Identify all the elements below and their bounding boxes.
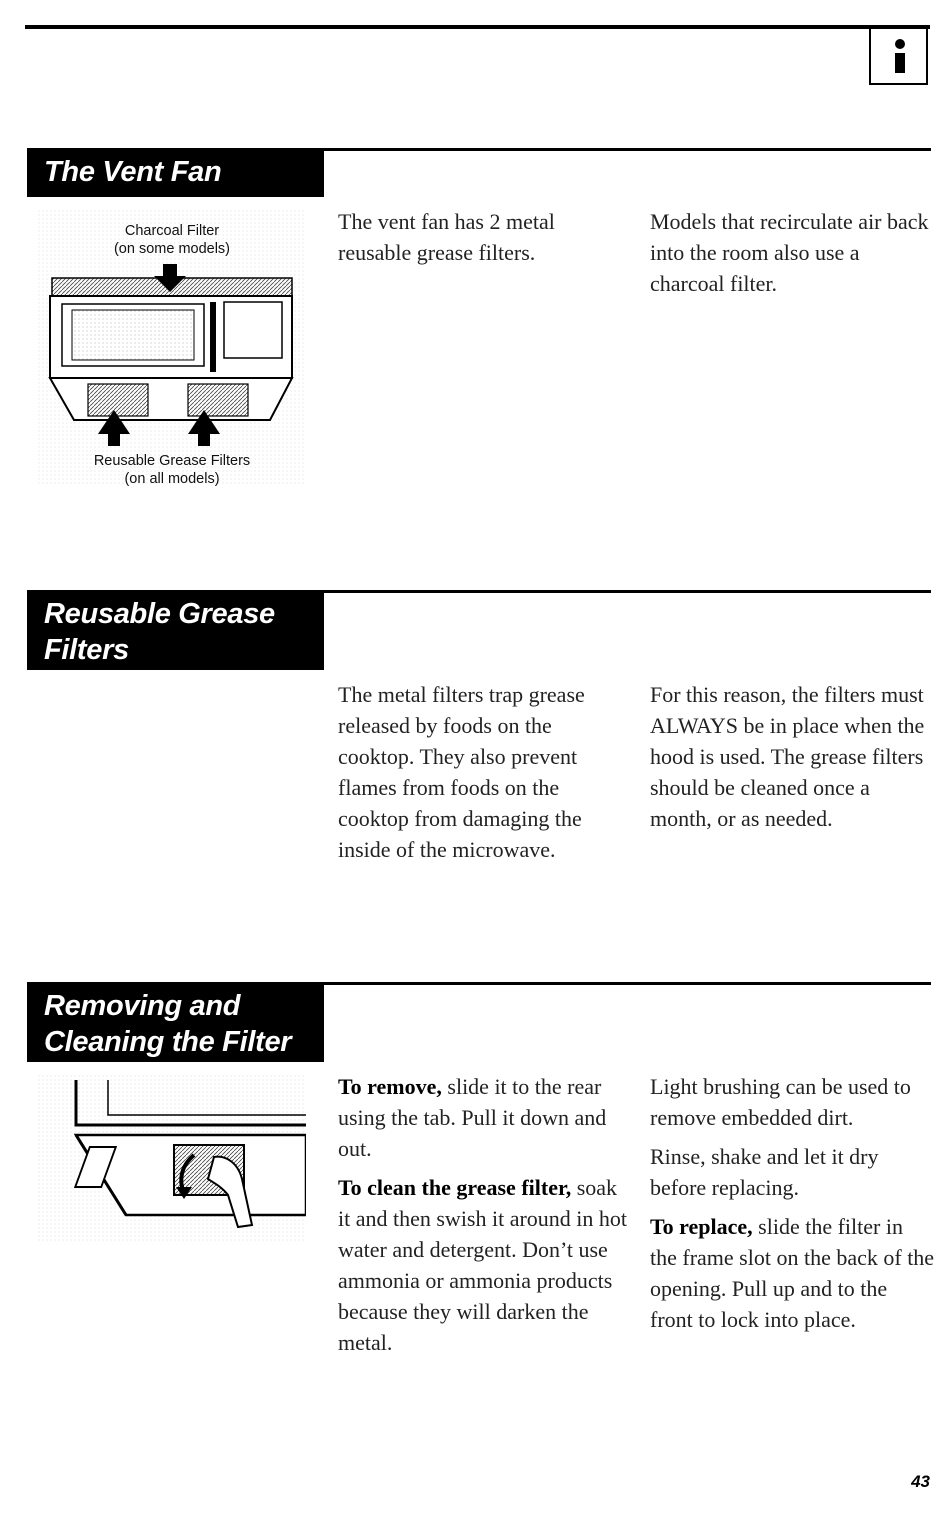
grease-filters-text-col2: For this reason, the filters must ALWAYS be in place when the hood is used. The grease filters should be cleaned once a month, or as needed. [650,682,925,831]
section-title-removing: Removing and Cleaning the Filter [27,982,324,1062]
page-number: 43 [911,1472,930,1491]
vent-fan-text-col2: Models that recirculate air back into the room also use a charcoal filter. [650,209,929,296]
grease-filters-label: Reusable Grease Filters (on all models) [93,453,251,487]
grease-filters-text-col1: The metal filters trap grease released by foods on the cooktop. They also prevent flames from foods on the cooktop from damaging the inside of the microwave. [338,682,585,862]
brush-instructions: Light brushing can be used to remove embedded dirt. [650,1074,911,1130]
vent-fan-figure [38,210,306,492]
section-title-grease-filters: Reusable Grease Filters [27,590,324,670]
section-rule [324,982,931,985]
clean-instructions: To clean the grease filter, soak it and then swish it around in hot water and detergent. Don’t use ammonia or ammonia products because they will darken the metal. [338,1175,628,1355]
charcoal-filter-label: Charcoal Filter (on some models) [113,223,231,257]
info-icon [869,27,928,85]
filter-removal-figure [38,1075,306,1245]
hand-removing-filter-illustration [38,1075,306,1245]
section-rule [324,590,931,593]
removing-text-col1 [338,1071,628,1366]
remove-instructions: To remove, slide it to the rear using the tab. Pull it down and out. [338,1074,607,1161]
section-rule [324,148,931,151]
removing-text-col2 [650,1071,935,1343]
top-rule [25,25,930,29]
replace-instructions: To replace, slide the filter in the frame slot on the back of the opening. Pull up and to the front to lock into place. [650,1214,935,1332]
vent-fan-text-col1: The vent fan has 2 metal reusable grease filters. [338,209,555,265]
rinse-instructions: Rinse, shake and let it dry before replacing. [650,1144,879,1200]
section-title-vent-fan: The Vent Fan [27,148,324,197]
